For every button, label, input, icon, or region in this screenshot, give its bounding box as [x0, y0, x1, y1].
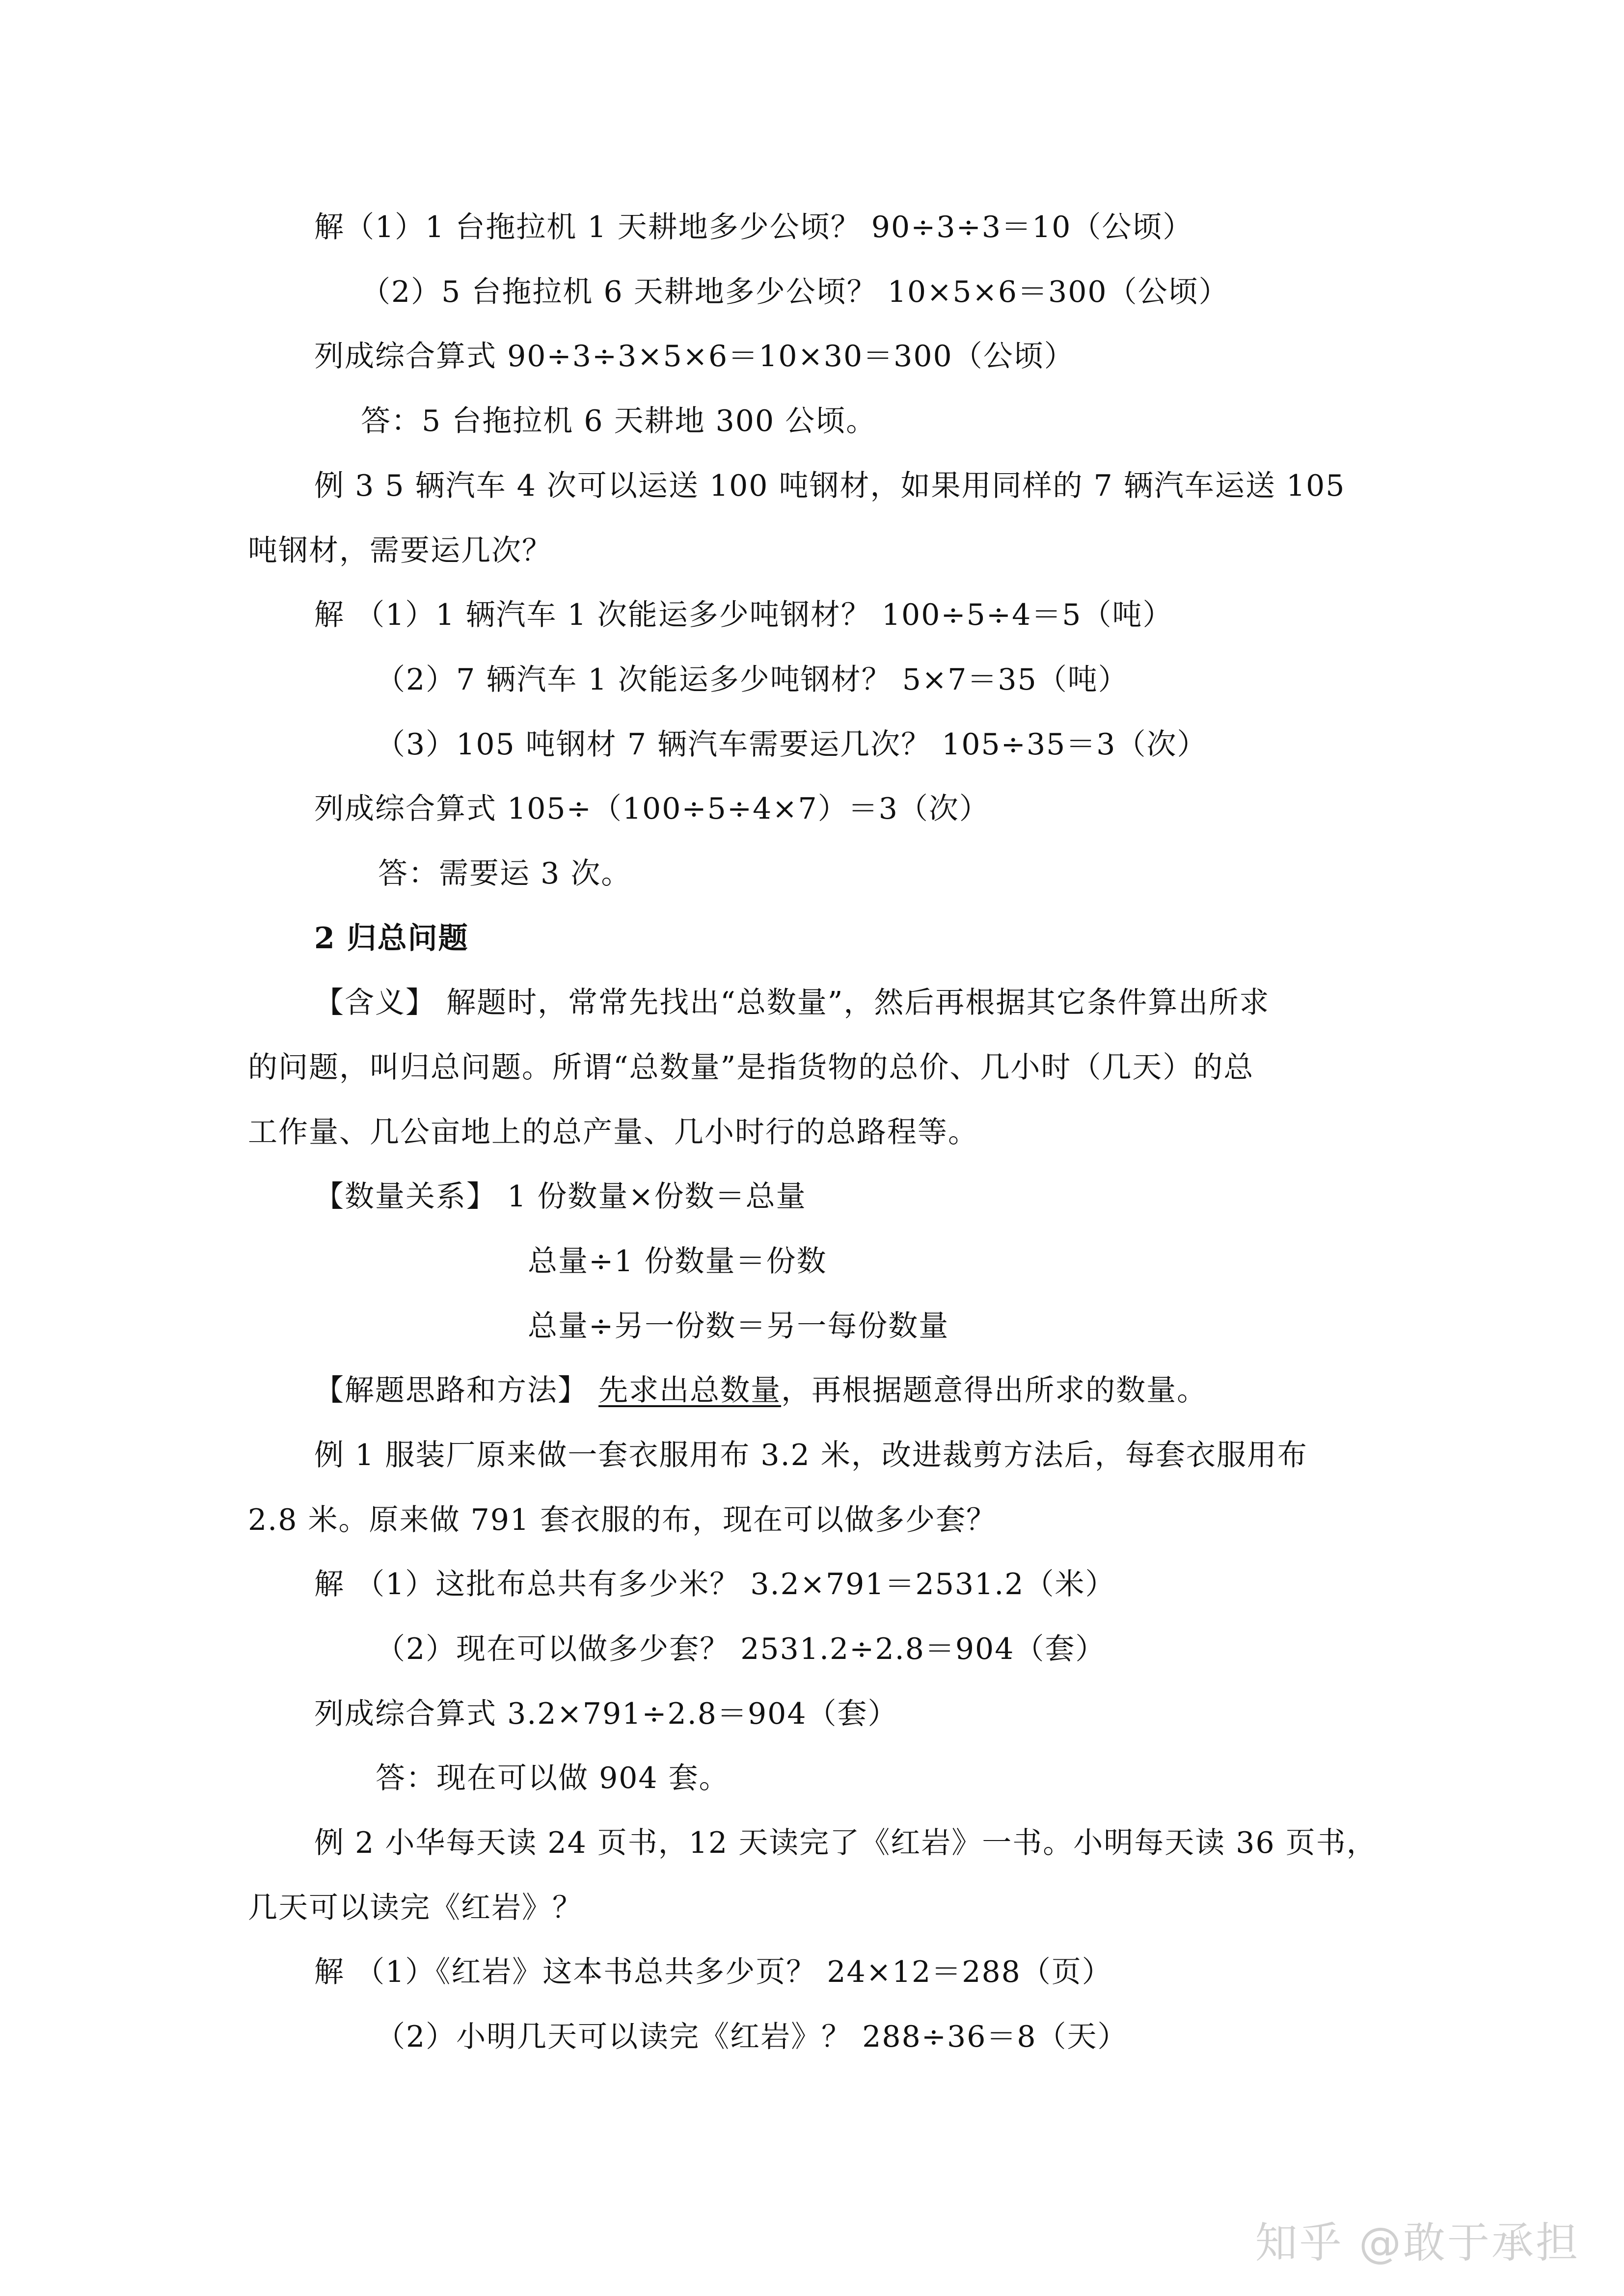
method-underlined-text: 先求出总数量	[598, 1373, 782, 1408]
text-line: 解 （1）这批布总共有多少米？ 3.2×791＝2531.2（米）	[314, 1567, 1116, 1602]
text-line: 解 （1）《红岩》这本书总共多少页？ 24×12＝288（页）	[314, 1955, 1112, 1989]
text-line: 的问题，叫归总问题。所谓“总数量”是指货物的总价、几小时（几天）的总	[248, 1050, 1254, 1085]
text-line: 列成综合算式 105÷（100÷5÷4×7）＝3（次）	[314, 792, 990, 826]
method-label: 【解题思路和方法】	[314, 1373, 599, 1408]
text-line: 【含义】 解题时，常常先找出“总数量”，然后再根据其它条件算出所求	[314, 986, 1270, 1020]
example-line: 例 2 小华每天读 24 页书，12 天读完了《红岩》一书。小明每天读 36 页书，	[314, 1826, 1377, 1860]
text-line: 解（1）1 台拖拉机 1 天耕地多少公顷？ 90÷3÷3＝10（公顷）	[314, 210, 1193, 244]
text-line: （2）现在可以做多少套？ 2531.2÷2.8＝904（套）	[376, 1632, 1106, 1666]
method-text: ，再根据题意得出所求的数量。	[781, 1373, 1208, 1408]
formula-line: 总量÷1 份数量＝份数	[528, 1244, 827, 1279]
text-line: 解 （1）1 辆汽车 1 次能运多少吨钢材？ 100÷5÷4＝5（吨）	[314, 598, 1173, 632]
watermark: 知乎 @敢于承担	[1255, 2218, 1580, 2268]
formula-line: 总量÷另一份数＝另一每份数量	[528, 1309, 949, 1343]
text-line: 2.8 米。原来做 791 套衣服的布，现在可以做多少套？	[248, 1503, 997, 1537]
example-line: 例 1 服装厂原来做一套衣服用布 3.2 米，改进裁剪方法后，每套衣服用布	[314, 1438, 1308, 1472]
answer-line: 答：5 台拖拉机 6 天耕地 300 公顷。	[361, 404, 877, 438]
text-line: （2）7 辆汽车 1 次能运多少吨钢材？ 5×7＝35（吨）	[376, 663, 1129, 697]
section-heading: 2 归总问题	[314, 921, 469, 956]
formula-line: 【数量关系】 1 份数量×份数＝总量	[314, 1179, 807, 1214]
text-line: 吨钢材，需要运几次？	[248, 534, 552, 568]
text-line: 列成综合算式 3.2×791÷2.8＝904（套）	[314, 1697, 898, 1731]
text-line: 列成综合算式 90÷3÷3×5×6＝10×30＝300（公顷）	[314, 339, 1075, 374]
text-line: （3）105 吨钢材 7 辆汽车需要运几次？ 105÷35＝3（次）	[376, 727, 1208, 762]
answer-line: 答：需要运 3 次。	[378, 856, 632, 891]
text-line: 工作量、几公亩地上的总产量、几小时行的总路程等。	[248, 1115, 978, 1149]
answer-line: 答：现在可以做 904 套。	[376, 1761, 730, 1795]
example-line: 例 3 5 辆汽车 4 次可以运送 100 吨钢材，如果用同样的 7 辆汽车运送 105	[314, 469, 1346, 503]
text-line: （2）5 台拖拉机 6 天耕地多少公顷？ 10×5×6＝300（公顷）	[361, 275, 1229, 309]
text-line: 几天可以读完《红岩》？	[248, 1891, 583, 1925]
method-line	[314, 1371, 1207, 1410]
text-line: （2）小明几天可以读完《红岩》？ 288÷36＝8（天）	[376, 2020, 1128, 2054]
